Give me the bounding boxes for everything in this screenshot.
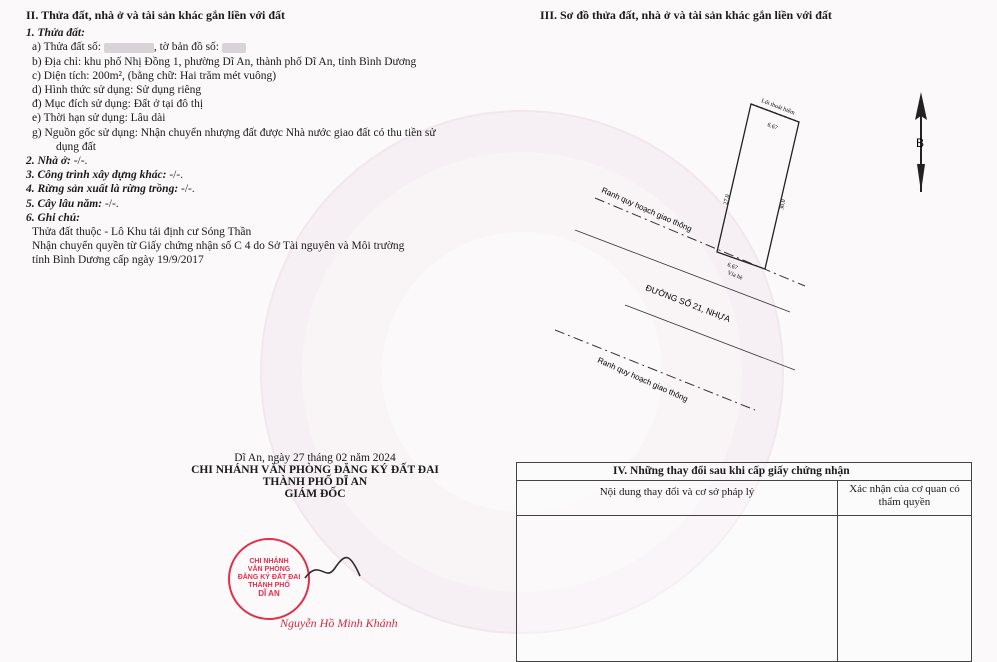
house-line: 2. Nhà ở: -/-. [26, 155, 88, 168]
notes-heading: 6. Ghi chú: [26, 211, 80, 224]
north-label: B [916, 136, 925, 150]
section-4-title: IV. Những thay đổi sau khi cấp giấy chứng nhận [517, 463, 971, 481]
origin-line-2: dụng đất [56, 140, 96, 153]
back-label: Lối thoát hiểm [760, 98, 796, 117]
origin-line: g) Nguồn gốc sử dụng: Nhận chuyển nhượng đất được Nhà nước giao đất có thu tiền sử [32, 126, 436, 139]
usage-term-line: e) Thời hạn sử dụng: Lâu dài [32, 112, 166, 125]
changes-confirmation-cell [838, 516, 971, 661]
changes-table-header [517, 481, 971, 516]
area-line: c) Diện tích: 200m², (bằng chữ: Hai trăm mét vuông) [32, 69, 277, 82]
note-line-2: Nhận chuyển quyền từ Giấy chứng nhận số C 4 do Sở Tài nguyên và Môi trường [32, 240, 405, 253]
issuing-city: THÀNH PHỐ DĨ AN [262, 476, 368, 488]
usage-form-line: d) Hình thức sử dụng: Sử dụng riêng [32, 84, 202, 97]
parcel-map [555, 80, 995, 420]
parcel-number-line: a) Thửa đất số: , tờ bản đồ số: [26, 40, 496, 54]
handwritten-signature [300, 548, 370, 588]
address-line: b) Địa chỉ: khu phố Nhị Đồng 1, phường Dĩ An, thành phố Dĩ An, tỉnh Bình Dương [32, 55, 417, 68]
note-line-3: tỉnh Bình Dương cấp ngày 19/9/2017 [32, 254, 204, 267]
redacted-parcel-number [104, 43, 154, 53]
other-construction-line: 3. Công trình xây dựng khác: -/-. [26, 169, 184, 182]
section-2-title: II. Thửa đất, nhà ở và tài sản khác gắn liền với đất [26, 8, 286, 22]
issue-date: Dĩ An, ngày 27 tháng 02 năm 2024 [234, 452, 396, 464]
signer-name: Nguyễn Hồ Minh Khánh [280, 616, 398, 630]
perennial-line: 5. Cây lâu năm: -/-. [26, 197, 119, 210]
signer-role: GIÁM ĐỐC [284, 488, 346, 500]
front-dim: 6.67 [726, 262, 739, 272]
red-seal-stamp: CHI NHÁNH VĂN PHÒNG ĐĂNG KÝ ĐẤT ĐAI THÀNH PHỐ DĨ AN [228, 538, 310, 620]
back-dim: 6.67 [766, 122, 779, 132]
changes-col-confirmation: Xác nhận của cơ quan có thẩm quyền [849, 483, 960, 508]
changes-content-cell [517, 516, 838, 661]
plan-line-bottom-label: Ranh quy hoạch giao thông [596, 355, 690, 404]
sidewalk-label: Vỉa hè [726, 270, 744, 282]
section-2 [26, 0, 496, 268]
note-line-1: Thửa đất thuộc - Lô Khu tái định cư Sóng Thần [32, 226, 252, 239]
redacted-map-sheet [222, 43, 246, 53]
road-label: ĐƯỜNG SỐ 21, NHỰA [644, 282, 732, 325]
signature-block [160, 452, 470, 500]
plan-line-top-label: Ranh quy hoạch giao thông [600, 185, 694, 234]
forest-line: 4. Rừng sản xuất là rừng trồng: -/-. [26, 183, 195, 196]
usage-purpose-line: đ) Mục đích sử dụng: Đất ở tại đô thị [32, 98, 204, 111]
issuing-office: CHI NHÁNH VĂN PHÒNG ĐĂNG KÝ ĐẤT ĐAI [191, 464, 439, 476]
changes-table [516, 462, 972, 662]
left-dim: 27.0 [723, 193, 732, 206]
changes-table-body [517, 516, 971, 661]
right-dim: 30.0 [779, 198, 788, 211]
section-3-title: III. Sơ đồ thửa đất, nhà ở và tài sản khác gắn liền với đất [540, 8, 832, 22]
parcel-heading: 1. Thửa đất: [26, 27, 85, 40]
changes-col-content: Nội dung thay đổi và cơ sở pháp lý [517, 481, 838, 515]
parcel-outline [717, 104, 799, 272]
